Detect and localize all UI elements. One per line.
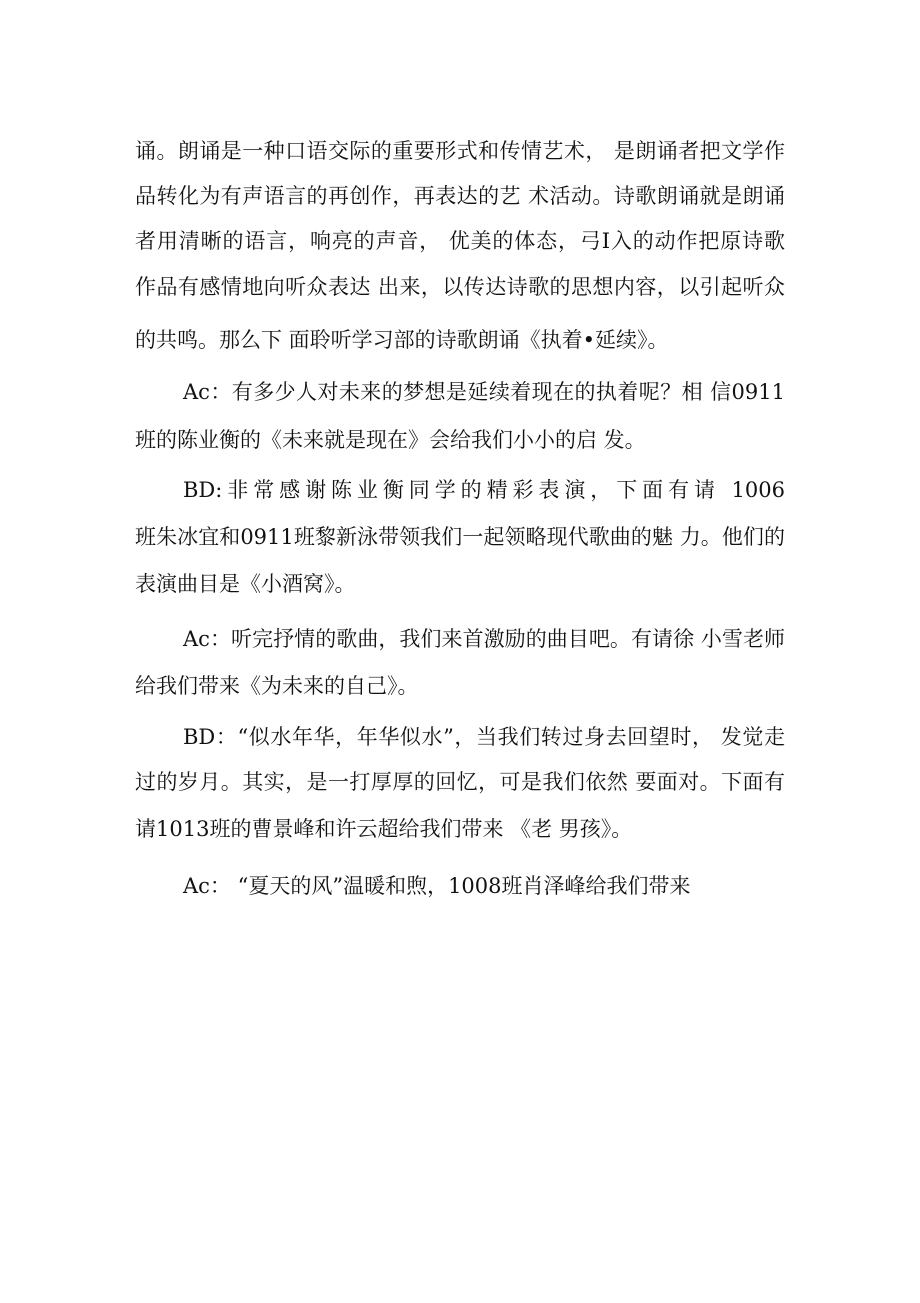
paragraph-1-line-1: 诵。朗诵是一种口语交际的重要形式和传情艺术， 是朗诵者把文学作 — [135, 139, 785, 163]
paragraph-1-line-4: 作品有感情地向听众表达 出来，以传达诗歌的思想内容，以引起听众 — [135, 275, 785, 299]
paragraph-6-line-1: Ac： “夏天的风”温暖和煦，1008班肖泽峰给我们带来 — [183, 874, 691, 898]
paragraph-4-line-1: Ac：听完抒情的歌曲，我们来首激励的曲目吧。有请徐 小雪老师 — [183, 627, 785, 651]
paragraph-5-line-2: 过的岁月。其实，是一打厚厚的回忆，可是我们依然 要面对。下面有 — [135, 770, 785, 794]
paragraph-1-line-5: 的共鸣。那么下 面聆听学习部的诗歌朗诵《执着•延续》。 — [135, 328, 669, 352]
paragraph-1-line-2: 品转化为有声语言的再创作，再表达的艺 术活动。诗歌朗诵就是朗诵 — [135, 184, 785, 208]
paragraph-4-line-2: 给我们带来《为未来的自己》。 — [135, 674, 419, 698]
paragraph-1-line-3: 者用清晰的语言，响亮的声音， 优美的体态，弓I入的动作把原诗歌 — [135, 229, 785, 253]
paragraph-3-line-1: BD:非常感谢陈业衡同学的精彩表演，下面有请 1006 — [183, 478, 785, 502]
paragraph-3-line-3: 表演曲目是《小酒窝》。 — [135, 572, 356, 596]
paragraph-5-line-3: 请1013班的曹景峰和许云超给我们带来 《老 男孩》。 — [135, 817, 633, 841]
paragraph-5-line-1: BD：“似水年华，年华似水”，当我们转过身去回望时， 发觉走 — [183, 725, 785, 749]
paragraph-2-line-2: 班的陈业衡的《未来就是现在》会给我们小小的启 发。 — [135, 428, 646, 452]
paragraph-3-line-2: 班朱冰宜和0911班黎新泳带领我们一起领略现代歌曲的魅 力。他们的 — [135, 525, 785, 549]
paragraph-2-line-1: Ac：有多少人对未来的梦想是延续着现在的执着呢？相 信0911 — [183, 380, 785, 404]
